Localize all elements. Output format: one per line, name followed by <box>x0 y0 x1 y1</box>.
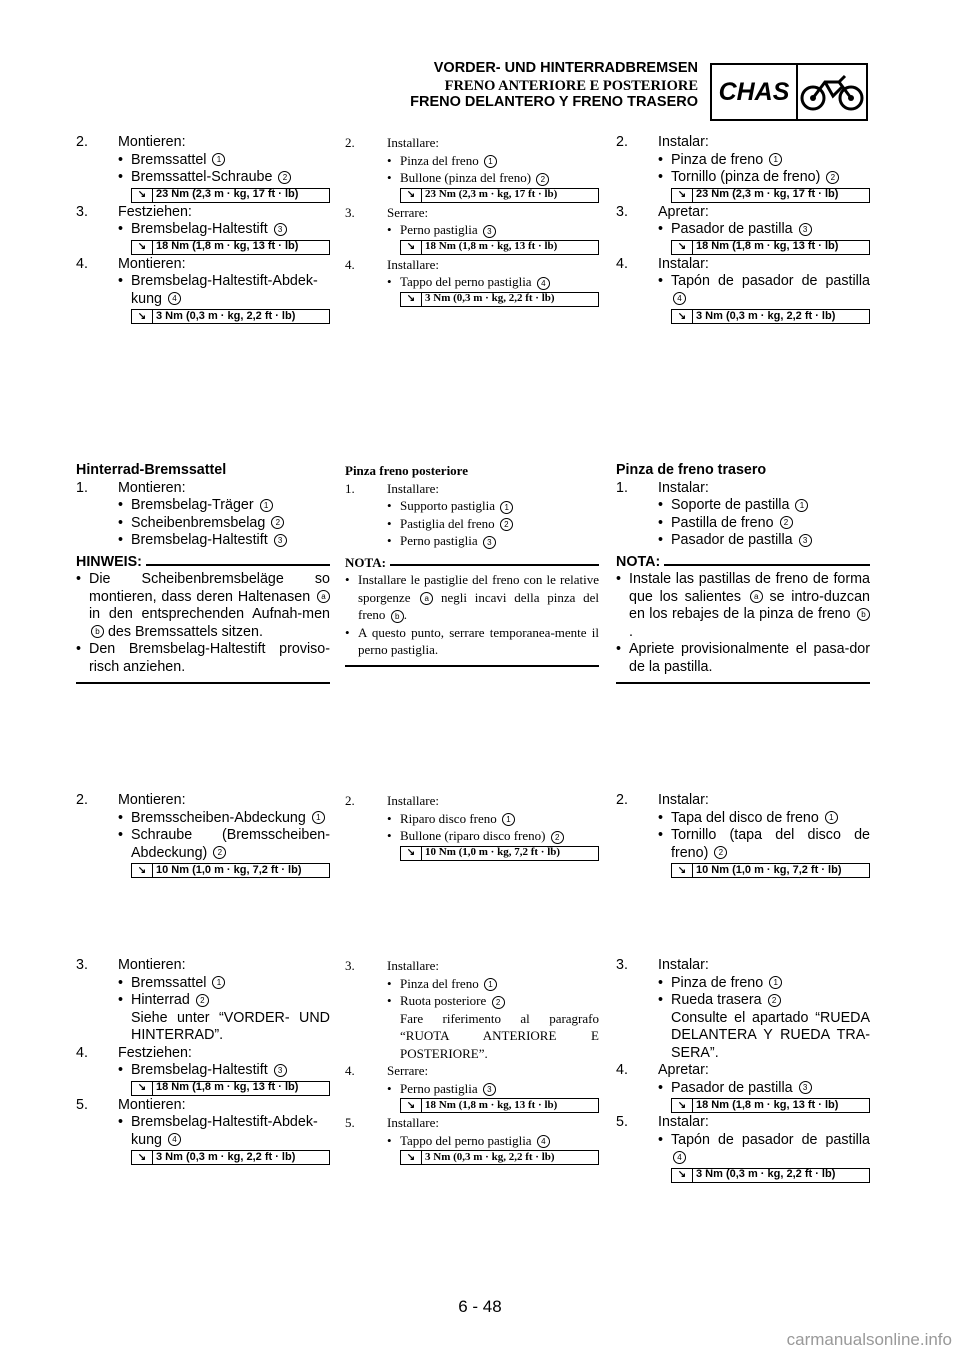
list-item: • Ruota posteriore 2 <box>345 992 599 1010</box>
motorcycle-icon <box>798 65 866 119</box>
callout-marker: 2 <box>271 516 284 529</box>
callout-marker: 2 <box>196 994 209 1007</box>
step: 3. Instalar: <box>616 957 709 973</box>
wrench-icon: ↘ <box>401 241 422 254</box>
badge-label: CHAS <box>712 65 798 119</box>
list-item: • Tornillo (tapa del disco de freno) 2 <box>658 827 870 861</box>
wrench-icon: ↘ <box>401 1151 422 1164</box>
de-section-disc-cover <box>76 792 330 879</box>
step: 5. Montieren: <box>76 1096 186 1113</box>
wrench-icon: ↘ <box>132 1151 153 1164</box>
callout-marker: 3 <box>483 1083 496 1096</box>
step: 5. Installare: <box>345 1115 439 1130</box>
section-heading: Pinza de freno trasero <box>616 462 767 478</box>
callout-marker: 1 <box>212 153 225 166</box>
callout-marker: 1 <box>795 499 808 512</box>
step: 4. Montieren: <box>76 255 186 272</box>
torque-spec: ↘ 3 Nm (0,3 m · kg, 2,2 ft · lb) <box>131 309 330 324</box>
list-item: • Bremsbelag-Haltestift 3 <box>76 1062 330 1080</box>
wrench-icon: ↘ <box>401 189 422 202</box>
torque-spec: ↘ 3 Nm (0,3 m · kg, 2,2 ft · lb) <box>400 1150 599 1165</box>
step: 2. Installare: <box>345 135 439 150</box>
callout-marker: 4 <box>673 292 686 305</box>
callout-marker: 1 <box>769 976 782 989</box>
callout-marker: 1 <box>769 153 782 166</box>
wrench-icon: ↘ <box>672 1169 693 1182</box>
list-item: • Pastiglia del freno 2 <box>345 515 599 533</box>
wrench-icon: ↘ <box>132 1082 153 1095</box>
step: 3. Serrare: <box>345 204 429 220</box>
wrench-icon: ↘ <box>401 1099 422 1112</box>
de-section-rear-caliper <box>76 462 330 684</box>
header-title-es: FRENO DELANTERO Y FRENO TRASERO <box>410 94 698 110</box>
callout-marker: a <box>317 590 330 603</box>
step: 3. Festziehen: <box>76 203 192 220</box>
callout-marker: 4 <box>168 1133 181 1146</box>
list-item: • Schraube (Bremsscheiben-Abdeckung) 2 <box>118 827 330 861</box>
note-item: • A questo punto, serrare temporanea-mente il perno pastiglia. <box>345 624 599 657</box>
callout-marker: 1 <box>260 499 273 512</box>
note-item: • Den Bremsbelag-Haltestift proviso-risch anziehen. <box>76 641 330 675</box>
torque-spec: ↘ 18 Nm (1,8 m · kg, 13 ft · lb) <box>131 240 330 255</box>
list-item: • Pasador de pastilla 3 <box>616 1080 870 1098</box>
list-item: • Rueda trasera 2 <box>616 992 870 1010</box>
torque-spec: ↘ 3 Nm (0,3 m · kg, 2,2 ft · lb) <box>671 309 870 324</box>
note-title: NOTA: <box>616 554 870 572</box>
callout-marker: 4 <box>673 1151 686 1164</box>
torque-spec: ↘ 23 Nm (2,3 m · kg, 17 ft · lb) <box>400 188 599 203</box>
list-item: • Perno pastiglia 3 <box>345 1080 599 1098</box>
note-item: • Die Scheibenbremsbeläge so montieren, dass deren Haltenasen a in den entsprechenden Aufnah-men b des Bremssattels sitzen. <box>76 571 330 640</box>
list-item: • Tornillo (pinza de freno) 2 <box>616 169 870 187</box>
torque-spec: ↘ 3 Nm (0,3 m · kg, 2,2 ft · lb) <box>671 1168 870 1183</box>
step: 1. Instalar: <box>616 479 709 496</box>
callout-marker: 3 <box>483 225 496 238</box>
wrench-icon: ↘ <box>672 189 693 202</box>
callout-marker: 1 <box>502 813 515 826</box>
torque-spec: ↘ 23 Nm (2,3 m · kg, 17 ft · lb) <box>671 188 870 203</box>
callout-marker: 4 <box>537 1135 550 1148</box>
list-item: • Supporto pastiglia 1 <box>345 497 599 515</box>
step: 4. Serrare: <box>345 1063 429 1078</box>
callout-marker: a <box>420 592 433 605</box>
list-item: • Tappo del perno pastiglia 4 <box>345 273 599 291</box>
callout-marker: 1 <box>212 976 225 989</box>
step: 4. Instalar: <box>616 255 709 272</box>
callout-marker: 2 <box>492 996 505 1009</box>
step: 1. Installare: <box>345 480 439 496</box>
wrench-icon: ↘ <box>132 241 153 254</box>
list-item: • Bremsbelag-Haltestift 3 <box>76 221 330 239</box>
list-item: • Bremssattel 1 <box>76 152 330 170</box>
torque-spec: ↘ 10 Nm (1,0 m · kg, 7,2 ft · lb) <box>671 863 870 878</box>
chapter-badge <box>710 63 868 121</box>
torque-spec: ↘ 18 Nm (1,8 m · kg, 13 ft · lb) <box>131 1081 330 1096</box>
note-rule <box>616 682 870 684</box>
torque-spec: ↘ 18 Nm (1,8 m · kg, 13 ft · lb) <box>400 240 599 255</box>
callout-marker: a <box>750 590 763 603</box>
torque-spec: ↘ 18 Nm (1,8 m · kg, 13 ft · lb) <box>671 240 870 255</box>
callout-marker: b <box>91 625 104 638</box>
watermark: carmanualsonline.info <box>786 1330 952 1349</box>
list-item: • Tapón de pasador de pastilla 4 <box>658 1131 870 1162</box>
note-item: • Installare le pastiglie del freno con le relative sporgenze a negli incavi della pinza del freno b . <box>345 572 600 622</box>
callout-marker: 2 <box>500 518 513 531</box>
wrench-icon: ↘ <box>672 310 693 323</box>
list-item: • Pinza de freno 1 <box>616 975 870 993</box>
callout-marker: 2 <box>551 831 564 844</box>
step: 2. Montieren: <box>76 792 186 808</box>
de-section-rear-install <box>76 957 330 1166</box>
list-item: • Hinterrad 2 <box>76 992 330 1010</box>
list-item: • Bremsscheiben-Abdeckung 1 <box>76 810 330 828</box>
callout-marker: 1 <box>500 501 513 514</box>
note-rule <box>345 665 599 667</box>
callout-marker: 2 <box>714 846 727 859</box>
list-item: • Scheibenbremsbelag 2 <box>76 515 330 533</box>
callout-marker: 3 <box>274 534 287 547</box>
list-item: • Riparo disco freno 1 <box>345 810 599 828</box>
torque-spec: ↘ 3 Nm (0,3 m · kg, 2,2 ft · lb) <box>400 292 599 307</box>
note-rule <box>76 682 330 684</box>
callout-marker: 4 <box>168 292 181 305</box>
torque-spec: ↘ 18 Nm (1,8 m · kg, 13 ft · lb) <box>671 1098 870 1113</box>
section-heading: Pinza freno posteriore <box>345 463 468 478</box>
list-item: • Pasador de pastilla 3 <box>616 221 870 239</box>
es-section-disc-cover <box>616 792 870 879</box>
it-section-rear-caliper <box>345 462 599 667</box>
list-item: • Perno pastiglia 3 <box>345 221 599 239</box>
callout-marker: 2 <box>826 171 839 184</box>
list-item: • Tappo del perno pastiglia 4 <box>345 1132 599 1150</box>
callout-marker: b <box>391 610 404 623</box>
reference-text: Siehe unter “VORDER- UND HINTERRAD”. <box>131 1009 330 1043</box>
callout-marker: 4 <box>537 277 550 290</box>
es-section-rear-caliper <box>616 462 870 684</box>
step: 2. Installare: <box>345 793 439 808</box>
note-item: • Apriete provisionalmente el pasa-dor de la pastilla. <box>616 641 870 675</box>
step: 3. Installare: <box>345 958 439 973</box>
section-heading: Hinterrad-Bremssattel <box>76 462 227 478</box>
callout-marker: 3 <box>274 1064 287 1077</box>
callout-marker: 3 <box>799 1081 812 1094</box>
step: 3. Montieren: <box>76 957 186 973</box>
step: 1. Montieren: <box>76 479 186 496</box>
de-section-caliper-front <box>76 134 330 325</box>
list-item: • Bremsbelag-Haltestift-Abdek-kung 4 <box>118 273 318 307</box>
callout-marker: 2 <box>278 171 291 184</box>
step: 3. Apretar: <box>616 203 709 220</box>
list-item: • Soporte de pastilla 1 <box>616 497 870 515</box>
callout-marker: 2 <box>536 173 549 186</box>
it-section-disc-cover <box>345 792 599 862</box>
step: 5. Instalar: <box>616 1114 709 1130</box>
note-title: HINWEIS: <box>76 554 330 572</box>
list-item: • Pinza del freno 1 <box>345 975 599 993</box>
step: 4. Festziehen: <box>76 1044 192 1061</box>
callout-marker: 1 <box>484 978 497 991</box>
step: 2. Montieren: <box>76 134 186 150</box>
callout-marker: 3 <box>799 534 812 547</box>
callout-marker: 1 <box>825 811 838 824</box>
list-item: • Perno pastiglia 3 <box>345 532 599 550</box>
callout-marker: 2 <box>213 846 226 859</box>
callout-marker: 3 <box>483 536 496 549</box>
torque-spec: ↘ 23 Nm (2,3 m · kg, 17 ft · lb) <box>131 188 330 203</box>
callout-marker: 1 <box>484 155 497 168</box>
wrench-icon: ↘ <box>132 189 153 202</box>
header-title-de: VORDER- UND HINTERRADBREMSEN <box>433 60 698 76</box>
note-item: • Instale las pastillas de freno de forma que los salientes a se intro-duzcan en los rebajes de la pinza de freno b. <box>616 571 870 640</box>
list-item: • Tapa del disco de freno 1 <box>616 810 870 828</box>
torque-spec: ↘ 10 Nm (1,0 m · kg, 7,2 ft · lb) <box>131 863 330 878</box>
torque-spec: ↘ 18 Nm (1,8 m · kg, 13 ft · lb) <box>400 1098 599 1113</box>
page-number: 6 - 48 <box>458 1297 502 1316</box>
wrench-icon: ↘ <box>672 241 693 254</box>
wrench-icon: ↘ <box>132 310 153 323</box>
list-item: • Pasador de pastilla 3 <box>616 532 870 550</box>
step: 4. Apretar: <box>616 1062 709 1078</box>
wrench-icon: ↘ <box>672 1099 693 1112</box>
callout-marker: 2 <box>768 994 781 1007</box>
header-title-it: FRENO ANTERIORE E POSTERIORE <box>444 78 698 94</box>
list-item: • Bullone (riparo disco freno) 2 <box>345 827 599 845</box>
es-section-caliper-front <box>616 134 870 325</box>
callout-marker: 1 <box>312 811 325 824</box>
it-section-caliper-front <box>345 134 599 308</box>
reference-text: Consulte el apartado “RUEDA DELANTERA Y RUEDA TRA-SERA”. <box>671 1009 870 1061</box>
callout-marker: 3 <box>799 223 812 236</box>
wrench-icon: ↘ <box>401 293 422 306</box>
callout-marker: b <box>857 608 870 621</box>
list-item: • Bullone (pinza del freno) 2 <box>345 169 599 187</box>
list-item: • Bremssattel 1 <box>76 975 330 993</box>
torque-spec: ↘ 3 Nm (0,3 m · kg, 2,2 ft · lb) <box>131 1150 330 1165</box>
callout-marker: 2 <box>780 516 793 529</box>
list-item: • Pinza de freno 1 <box>616 152 870 170</box>
callout-marker: 3 <box>274 223 287 236</box>
list-item: • Tapón de pasador de pastilla 4 <box>658 273 870 304</box>
it-section-rear-install <box>345 957 599 1166</box>
list-item: • Bremsbelag-Haltestift 3 <box>76 532 330 550</box>
es-section-rear-install <box>616 957 870 1184</box>
list-item: • Bremssattel-Schraube 2 <box>76 169 330 187</box>
wrench-icon: ↘ <box>401 847 422 860</box>
list-item: • Bremsbelag-Träger 1 <box>76 497 330 515</box>
wrench-icon: ↘ <box>132 864 153 877</box>
step: 2. Instalar: <box>616 792 709 808</box>
step: 4. Installare: <box>345 256 439 272</box>
reference-text: Fare riferimento al paragrafo “RUOTA ANTERIORE E POSTERIORE”. <box>400 1010 599 1061</box>
list-item: • Pastilla de freno 2 <box>616 515 870 533</box>
list-item: • Bremsbelag-Haltestift-Abdek-kung 4 <box>118 1114 318 1148</box>
note-title: NOTA: <box>345 554 599 572</box>
step: 2. Instalar: <box>616 134 709 150</box>
torque-spec: ↘ 10 Nm (1,0 m · kg, 7,2 ft · lb) <box>400 846 599 861</box>
list-item: • Pinza del freno 1 <box>345 152 599 170</box>
wrench-icon: ↘ <box>672 864 693 877</box>
